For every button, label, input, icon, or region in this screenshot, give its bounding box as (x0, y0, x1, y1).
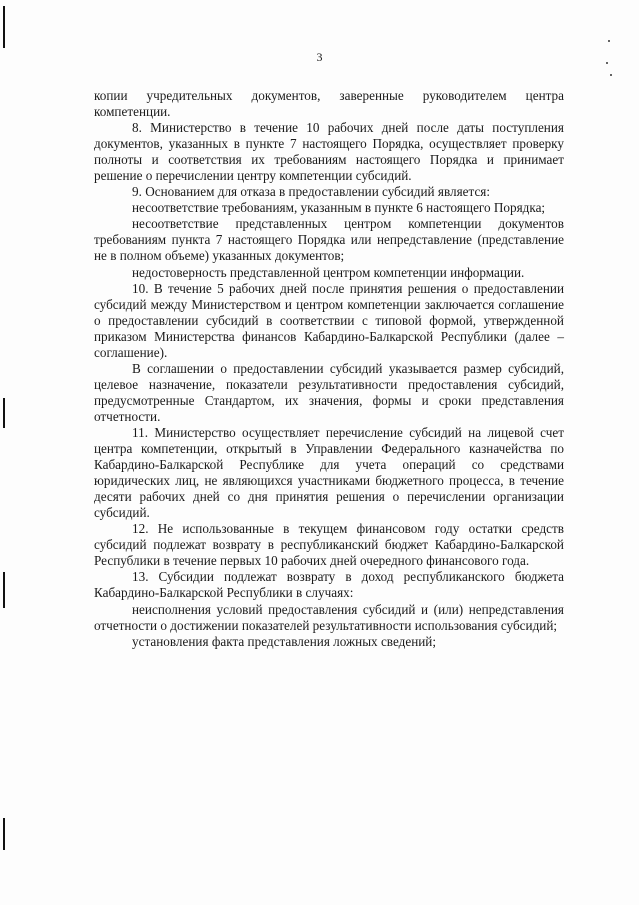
page-number: 3 (316, 50, 323, 64)
paragraph: В соглашении о предоставлении субсидий указывается размер субсидий, целевое назначение, показатели результативности предоставления субсидий, предусмотренные Стандартом, их значения, формы и сроки представления отчетности. (94, 360, 564, 424)
paragraph: неисполнения условий предоставления субсидий и (или) непредставления отчетности о достижении показателей результативности использования субсидий; (94, 601, 564, 633)
paragraph: копии учредительных документов, заверенные руководителем центра компетенции. (94, 88, 564, 120)
paragraph: недостоверность представленной центром компетенции информации. (132, 264, 525, 280)
scan-dot (610, 74, 612, 76)
scan-edge-mark (3, 572, 5, 608)
paragraph: несоответствие требованиям, указанным в пункте 6 настоящего Порядка; (132, 200, 546, 216)
scan-edge-mark (3, 398, 5, 428)
document-body (94, 88, 564, 650)
paragraph: 9. Основанием для отказа в предоставлении субсидий является: (132, 184, 491, 200)
paragraph: 10. В течение 5 рабочих дней после принятия решения о предоставлении субсидий между Министерством и центром компетенции заключается соглашение о предоставлении субсидий в соответствии с типовой формой, утвержденной приказом Министерства финансов Кабардино-Балкарской Республики (далее – соглашение). (94, 280, 564, 360)
paragraph: установления факта представления ложных сведений; (132, 633, 437, 649)
scan-edge-mark (3, 6, 5, 48)
scan-edge-mark (3, 818, 5, 850)
paragraph: 13. Субсидии подлежат возврату в доход республиканского бюджета Кабардино-Балкарской Республики в случаях: (94, 569, 564, 601)
paragraph: 8. Министерство в течение 10 рабочих дней после даты поступления документов, указанных в пункте 7 настоящего Порядка, осуществляет проверку полноты и соответствия их требованиям настоящего Порядка и принимает решение о перечислении центру компетенции субсидий. (94, 120, 564, 184)
paragraph: несоответствие представленных центром компетенции документов требованиям пункта 7 настоящего Порядка или непредставление (представление не в полном объеме) указанных документов; (94, 216, 564, 264)
paragraph: 12. Не использованные в текущем финансовом году остатки средств субсидий подлежат возврату в республиканский бюджет Кабардино-Балкарской Республики в течение первых 10 рабочих дней очередного финансового года. (94, 521, 564, 569)
paragraph: 11. Министерство осуществляет перечисление субсидий на лицевой счет центра компетенции, открытый в Управлении Федерального казначейства по Кабардино-Балкарской Республике для учета операций со средствами юридических лиц, не являющихся участниками бюджетного процесса, в течение десяти рабочих дней со дня принятия решения о перечислении организации субсидий. (94, 424, 564, 521)
scan-dot (608, 40, 610, 42)
